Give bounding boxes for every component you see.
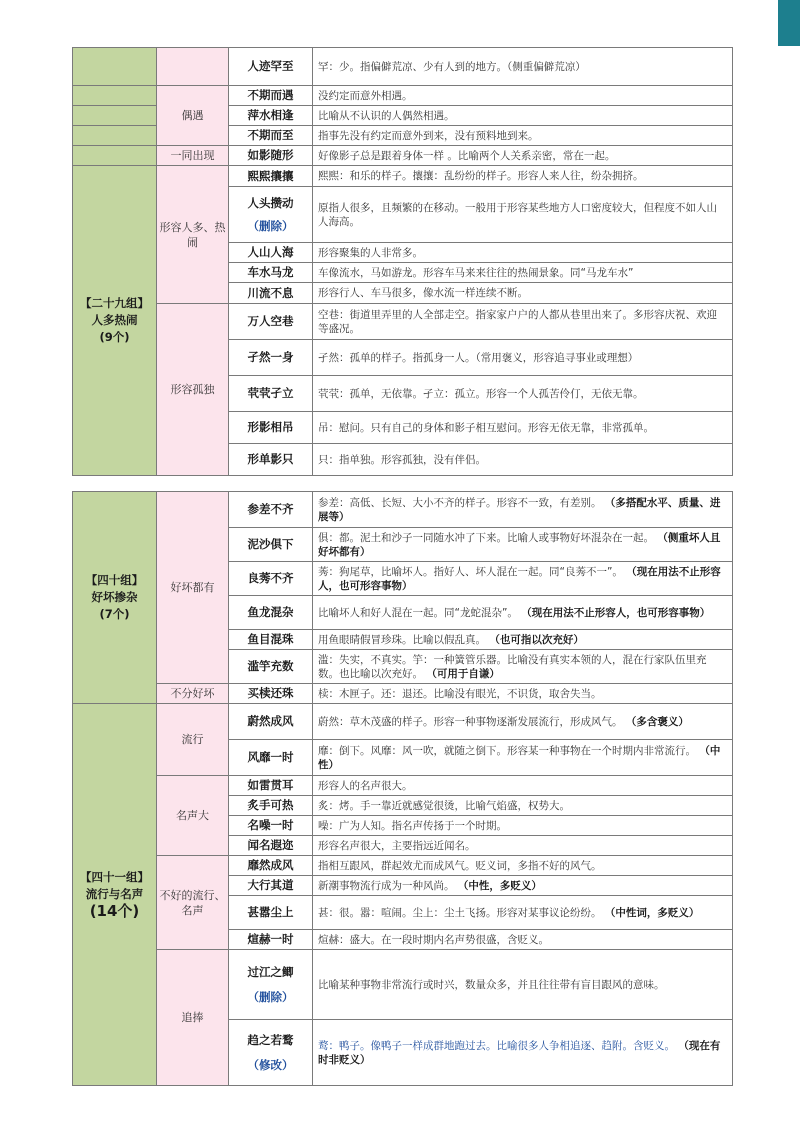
definition-text: 滥：失实，不真实。竽：一种簧管乐器。比喻没有真实本领的人，混在行家队伍里充数。也比喻以次充好。 xyxy=(318,653,707,680)
idiom-definition: 形容聚集的人非常多。 xyxy=(313,243,733,263)
idiom-word: 趋之若鹜 xyxy=(247,1032,294,1047)
group-name: 人多热闹 xyxy=(91,313,138,327)
idiom-word: 万人空巷 xyxy=(229,304,313,340)
idiom-definition: 车像流水，马如游龙。形容车马来来往往的热闹景象。同“马龙车水” xyxy=(313,263,733,283)
group-29-label xyxy=(73,166,157,476)
idiom-definition: 形容名声很大，主要指远近闻名。 xyxy=(313,836,733,856)
definition-text: 新潮事物流行成为一种风尚。 xyxy=(318,879,455,892)
idiom-word: 靡然成风 xyxy=(229,856,313,876)
group-title: 【二十九组】 xyxy=(80,296,149,310)
definition-text: 用鱼眼睛假冒珍珠。比喻以假乱真。 xyxy=(318,633,486,646)
idiom-definition xyxy=(313,876,733,896)
idiom-word-with-note xyxy=(229,1020,313,1086)
idiom-word: 蔚然成风 xyxy=(229,704,313,740)
usage-note: （多含褒义） xyxy=(625,715,689,728)
group-count: (14个) xyxy=(89,902,140,920)
delete-note: （删除） xyxy=(247,218,294,233)
idiom-word: 甚嚣尘上 xyxy=(229,896,313,930)
usage-note: （中性词，多贬义） xyxy=(604,906,700,919)
idiom-word: 茕茕孑立 xyxy=(229,376,313,412)
definition-text: 甚：很。嚣：喧闹。尘上：尘土飞扬。形容对某事议论纷纷。 xyxy=(318,906,602,919)
definition-text: 靡：倒下。风靡：风一吹，就随之倒下。形容某一种事物在一个时期内非常流行。 xyxy=(318,744,696,757)
idiom-definition: 吊：慰问。只有自己的身体和影子相互慰问。形容无依无靠，非常孤单。 xyxy=(313,412,733,444)
usage-note: （中性，多贬义） xyxy=(457,879,542,892)
usage-note: （现在用法不止形容人，也可形容事物） xyxy=(318,565,721,592)
definition-text: 参差：高低、长短、大小不齐的样子。形容不一致，有差别。 xyxy=(318,496,602,509)
idiom-definition xyxy=(313,650,733,684)
idiom-definition: 原指人很多，且频繁的在移动。一般用于形容某些地方人口密度较大，但程度不如人山人海高。 xyxy=(313,187,733,243)
category-empty xyxy=(157,48,229,86)
idiom-definition: 孑然：孤单的样子。指孤身一人。（常用褒义，形容追寻事业或理想） xyxy=(313,340,733,376)
definition-text: 鹜：鸭子。像鸭子一样成群地跑过去。比喻很多人争相追逐、趋附。含贬义。 xyxy=(318,1039,675,1052)
idiom-word: 人迹罕至 xyxy=(229,48,313,86)
idiom-word: 人山人海 xyxy=(229,243,313,263)
idiom-word: 炙手可热 xyxy=(229,796,313,816)
idiom-definition xyxy=(313,740,733,776)
category-label: 一同出现 xyxy=(157,146,229,166)
definition-text: 比喻坏人和好人混在一起。同“龙蛇混杂”。 xyxy=(318,606,518,619)
idiom-definition xyxy=(313,528,733,562)
idiom-word: 孑然一身 xyxy=(229,340,313,376)
category-label: 好坏都有 xyxy=(157,492,229,684)
idiom-word: 鱼龙混杂 xyxy=(229,596,313,630)
idiom-definition: 椟：木匣子。还：退还。比喻没有眼光，不识货，取舍失当。 xyxy=(313,684,733,704)
idiom-definition: 形容行人、车马很多，像水流一样连续不断。 xyxy=(313,283,733,304)
idiom-definition: 比喻某种事物非常流行或时兴，数量众多，并且往往带有盲目跟风的意味。 xyxy=(313,950,733,1020)
group-29-empty-top xyxy=(73,86,157,106)
usage-note: （中性） xyxy=(318,744,721,771)
usage-note: （多搭配水平、质量、进展等） xyxy=(318,496,721,523)
edit-note: （修改） xyxy=(247,1057,294,1072)
category-label: 名声大 xyxy=(157,776,229,856)
group-name: 好坏掺杂 xyxy=(91,590,138,604)
idiom-word: 过江之鲫 xyxy=(247,964,294,979)
idiom-word: 风靡一时 xyxy=(229,740,313,776)
usage-note: （现在有时非贬义） xyxy=(318,1039,721,1066)
idiom-word: 闻名遐迩 xyxy=(229,836,313,856)
idiom-word: 不期而遇 xyxy=(229,86,313,106)
category-label: 偶遇 xyxy=(157,86,229,146)
group-40-label xyxy=(73,492,157,704)
idiom-definition: 好像影子总是跟着身体一样 。比喻两个人关系亲密，常在一起。 xyxy=(313,146,733,166)
definition-text: 莠：狗尾草，比喻坏人。指好人、坏人混在一起。同“良莠不一”。 xyxy=(318,565,623,578)
idiom-definition: 只：指单独。形容孤独，没有伴侣。 xyxy=(313,444,733,476)
group-title: 【四十一组】 xyxy=(80,870,149,884)
idiom-definition xyxy=(313,630,733,650)
idiom-word: 如影随形 xyxy=(229,146,313,166)
idiom-definition xyxy=(313,596,733,630)
definition-text: 蔚然：草木茂盛的样子。形容一种事物逐渐发展流行，形成风气。 xyxy=(318,715,623,728)
idiom-word: 形单影只 xyxy=(229,444,313,476)
idiom-word: 熙熙攘攘 xyxy=(229,166,313,187)
group-29-empty-top xyxy=(73,126,157,146)
idiom-word: 良莠不齐 xyxy=(229,562,313,596)
usage-note: （可用于自谦） xyxy=(426,667,500,680)
idiom-definition: 熙熙：和乐的样子。攘攘：乱纷纷的样子。形容人来人往，纷杂拥挤。 xyxy=(313,166,733,187)
category-label: 不好的流行、名声 xyxy=(157,856,229,950)
idiom-word: 大行其道 xyxy=(229,876,313,896)
group-29-empty-top xyxy=(73,106,157,126)
group-count: (7个) xyxy=(99,607,130,621)
group-29-empty-top xyxy=(73,146,157,166)
idiom-definition: 空巷：街道里弄里的人全部走空。指家家户户的人都从巷里出来了。多形容庆祝、欢迎等盛况。 xyxy=(313,304,733,340)
idiom-word-with-note xyxy=(229,187,313,243)
idiom-word: 泥沙俱下 xyxy=(229,528,313,562)
idiom-word: 人头攒动 xyxy=(247,195,294,210)
idiom-definition xyxy=(313,704,733,740)
idiom-word: 参差不齐 xyxy=(229,492,313,528)
idiom-word: 如雷贯耳 xyxy=(229,776,313,796)
idiom-definition: 指事先没有约定而意外到来，没有预料地到来。 xyxy=(313,126,733,146)
idiom-definition xyxy=(313,492,733,528)
group-29-empty-top xyxy=(73,48,157,86)
idiom-word: 形影相吊 xyxy=(229,412,313,444)
idiom-word: 买椟还珠 xyxy=(229,684,313,704)
category-label: 形容孤独 xyxy=(157,304,229,476)
idiom-definition: 炙：烤。手一靠近就感觉很烫，比喻气焰盛，权势大。 xyxy=(313,796,733,816)
group-count: (9个) xyxy=(99,330,130,344)
group-41-label xyxy=(73,704,157,1086)
idiom-definition: 没约定而意外相遇。 xyxy=(313,86,733,106)
category-label: 流行 xyxy=(157,704,229,776)
group-title: 【四十组】 xyxy=(85,573,144,587)
idiom-table-40-41 xyxy=(72,491,733,1086)
category-label: 追捧 xyxy=(157,950,229,1086)
group-name: 流行与名声 xyxy=(85,887,144,901)
idiom-definition: 煊赫：盛大。在一段时期内名声势很盛，含贬义。 xyxy=(313,930,733,950)
idiom-word: 煊赫一时 xyxy=(229,930,313,950)
idiom-definition: 指相互跟风，群起效尤而成风气。贬义词，多指不好的风气。 xyxy=(313,856,733,876)
idiom-definition: 茕茕：孤单，无依靠。孑立：孤立。形容一个人孤苦伶仃，无依无靠。 xyxy=(313,376,733,412)
idiom-word: 鱼目混珠 xyxy=(229,630,313,650)
idiom-definition xyxy=(313,896,733,930)
idiom-word: 名噪一时 xyxy=(229,816,313,836)
idiom-definition: 比喻从不认识的人偶然相遇。 xyxy=(313,106,733,126)
idiom-word: 车水马龙 xyxy=(229,263,313,283)
idiom-word: 萍水相逢 xyxy=(229,106,313,126)
idiom-definition xyxy=(313,562,733,596)
idiom-word: 滥竽充数 xyxy=(229,650,313,684)
idiom-word-with-note xyxy=(229,950,313,1020)
idiom-definition: 罕：少。指偏僻荒凉、少有人到的地方。（侧重偏僻荒凉） xyxy=(313,48,733,86)
idiom-definition: 形容人的名声很大。 xyxy=(313,776,733,796)
usage-note: （侧重坏人且好坏都有） xyxy=(318,531,721,558)
delete-note: （删除） xyxy=(247,989,294,1004)
page-corner-tab xyxy=(778,0,800,46)
usage-note: （也可指以次充好） xyxy=(489,633,584,646)
idiom-word: 不期而至 xyxy=(229,126,313,146)
idiom-definition: 噪：广为人知。指名声传扬于一个时期。 xyxy=(313,816,733,836)
usage-note: （现在用法不止形容人，也可形容事物） xyxy=(521,606,711,619)
idiom-word: 川流不息 xyxy=(229,283,313,304)
category-label: 形容人多、热闹 xyxy=(157,166,229,304)
definition-text: 俱：都。泥土和沙子一同随水冲了下来。比喻人或事物好坏混杂在一起。 xyxy=(318,531,654,544)
idiom-table-29 xyxy=(72,47,733,476)
idiom-definition xyxy=(313,1020,733,1086)
category-label: 不分好坏 xyxy=(157,684,229,704)
